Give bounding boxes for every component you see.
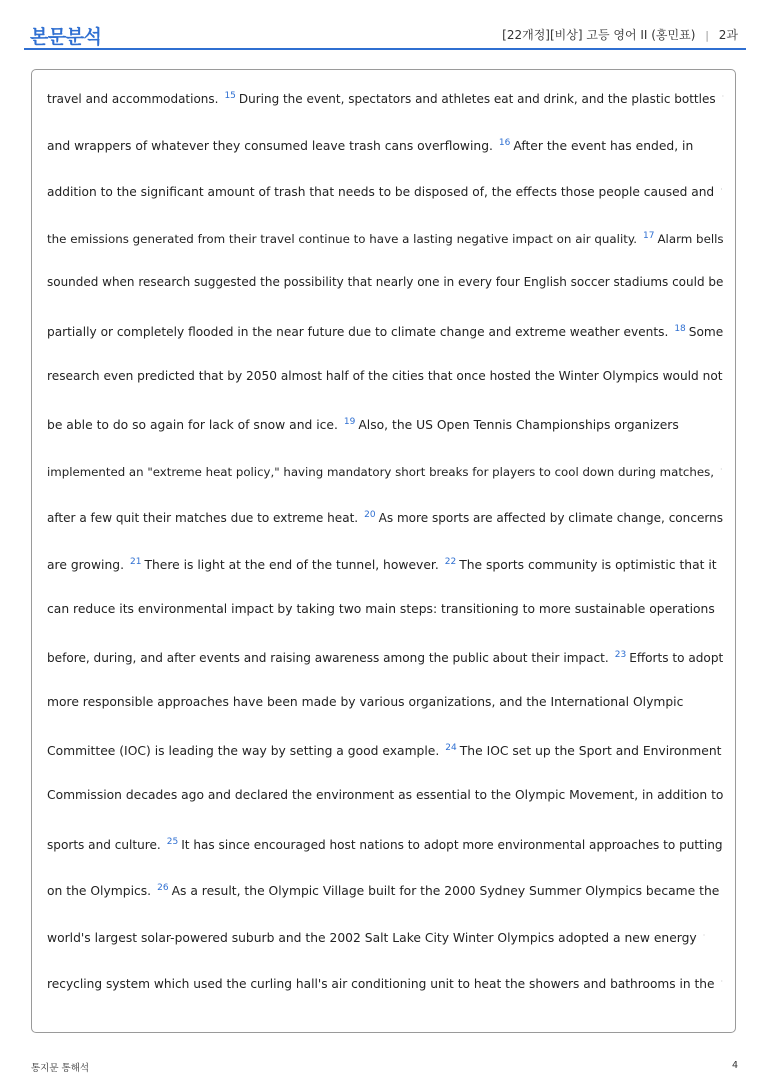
sentence-number: 21 xyxy=(130,556,142,567)
passage-line xyxy=(47,740,727,787)
sentence-text: travel and accommodations. xyxy=(47,92,219,106)
sentence-text: Alarm bells xyxy=(657,231,724,246)
sentence-number: 16 xyxy=(498,137,511,148)
margin-mark: · xyxy=(720,185,723,195)
sentence-number: 25 xyxy=(166,836,179,847)
sentence-text: As more sports are affected by climate change, concerns xyxy=(378,511,724,526)
sentence-text: are growing. xyxy=(47,557,124,572)
lesson-label: 2과 xyxy=(718,28,738,42)
passage-text xyxy=(47,88,727,1020)
margin-mark: · xyxy=(702,930,706,940)
sentence-text: The IOC set up the Sport and Environment xyxy=(459,744,722,759)
passage-line xyxy=(47,507,727,554)
header-separator: | xyxy=(705,29,709,42)
passage-line xyxy=(47,880,727,927)
sentence-text: research even predicted that by 2050 almost half of the cities that once hosted the Winter Olympics would not xyxy=(47,368,723,383)
sentence-text: be able to do so again for lack of snow and ice. xyxy=(47,418,338,433)
passage-line xyxy=(47,787,727,834)
passage-line xyxy=(47,647,727,694)
passage-line xyxy=(47,554,727,601)
sentence-number: 17 xyxy=(642,230,655,241)
passage-line xyxy=(47,461,727,508)
sentence-text: Some xyxy=(688,324,724,339)
passage-line xyxy=(47,181,727,228)
passage-line xyxy=(47,368,727,415)
sentence-text: can reduce its environmental impact by taking two main steps: transitioning to more sustainable operations xyxy=(47,601,715,616)
passage-line xyxy=(47,135,727,182)
passage-line xyxy=(47,414,727,461)
sentence-text: addition to the significant amount of trash that needs to be disposed of, the effects those people caused and xyxy=(47,185,715,200)
sentence-number: 15 xyxy=(224,91,236,101)
sentence-text: recycling system which used the curling hall's air conditioning unit to heat the showers and bathrooms in the xyxy=(47,977,715,992)
sentence-text: Commission decades ago and declared the environment as essential to the Olympic Movement, in addition to xyxy=(47,787,724,802)
sentence-text: It has since encouraged host nations to adopt more environmental approaches to putting xyxy=(181,837,723,852)
passage-line xyxy=(47,321,727,368)
footer-label: 통지문 통해석 xyxy=(31,1063,90,1074)
passage-line xyxy=(47,973,727,1020)
margin-mark: · xyxy=(721,92,725,101)
sentence-text: Efforts to adopt xyxy=(629,651,724,666)
passage-line xyxy=(47,88,727,135)
sentence-text: sports and culture. xyxy=(47,837,161,852)
sentence-number: 24 xyxy=(445,743,457,754)
margin-mark: · xyxy=(720,977,724,987)
sentence-text: During the event, spectators and athletes eat and drink, and the plastic bottles xyxy=(238,92,716,106)
sentence-text: the emissions generated from their travel continue to have a lasting negative impact on air quality. xyxy=(47,231,637,246)
sentence-text: After the event has ended, in xyxy=(513,138,694,153)
sentence-text: The sports community is optimistic that it xyxy=(459,557,717,572)
sentence-number: 23 xyxy=(614,650,627,661)
passage-line xyxy=(47,927,727,974)
sentence-text: more responsible approaches have been made by various organizations, and the International Olympic xyxy=(47,694,684,709)
margin-mark: · xyxy=(719,464,723,474)
sentence-text: Committee (IOC) is leading the way by setting a good example. xyxy=(47,744,440,759)
sentence-text: after a few quit their matches due to extreme heat. xyxy=(47,511,359,526)
sentence-text: partially or completely flooded in the near future due to climate change and extreme weather events. xyxy=(47,324,669,339)
sentence-text: sounded when research suggested the possibility that nearly one in every four English soccer stadiums could be xyxy=(47,275,724,290)
sentence-text: Also, the US Open Tennis Championships organizers xyxy=(358,418,679,433)
course-info xyxy=(502,26,738,43)
sentence-number: 22 xyxy=(444,556,457,567)
sentence-text: implemented an "extreme heat policy," having mandatory short breaks for players to cool down during matches, xyxy=(47,464,714,479)
sentence-text: before, during, and after events and raising awareness among the public about their impact. xyxy=(47,651,609,666)
sentence-number: 20 xyxy=(364,510,376,521)
sentence-text: and wrappers of whatever they consumed leave trash cans overflowing. xyxy=(47,138,493,153)
passage-line xyxy=(47,228,727,275)
sentence-text: world's largest solar-powered suburb and the 2002 Salt Lake City Winter Olympics adopted a new energy xyxy=(47,930,697,945)
sentence-number: 19 xyxy=(343,417,356,428)
sentence-number: 18 xyxy=(674,323,686,334)
sentence-text: on the Olympics. xyxy=(47,884,152,899)
sentence-text: As a result, the Olympic Village built for the 2000 Sydney Summer Olympics became the xyxy=(171,884,720,899)
passage-line xyxy=(47,601,727,648)
page-number: 4 xyxy=(731,1060,738,1071)
course-name: [22개정][비상] 고등 영어 II (홍민표) xyxy=(502,28,696,42)
passage-line xyxy=(47,694,727,741)
page-header xyxy=(24,18,746,50)
sentence-number: 26 xyxy=(157,883,169,894)
sentence-text: There is light at the end of the tunnel, however. xyxy=(144,557,439,572)
passage-line xyxy=(47,834,727,881)
page-title: 본문분석 xyxy=(30,26,102,48)
passage-line xyxy=(47,274,727,321)
